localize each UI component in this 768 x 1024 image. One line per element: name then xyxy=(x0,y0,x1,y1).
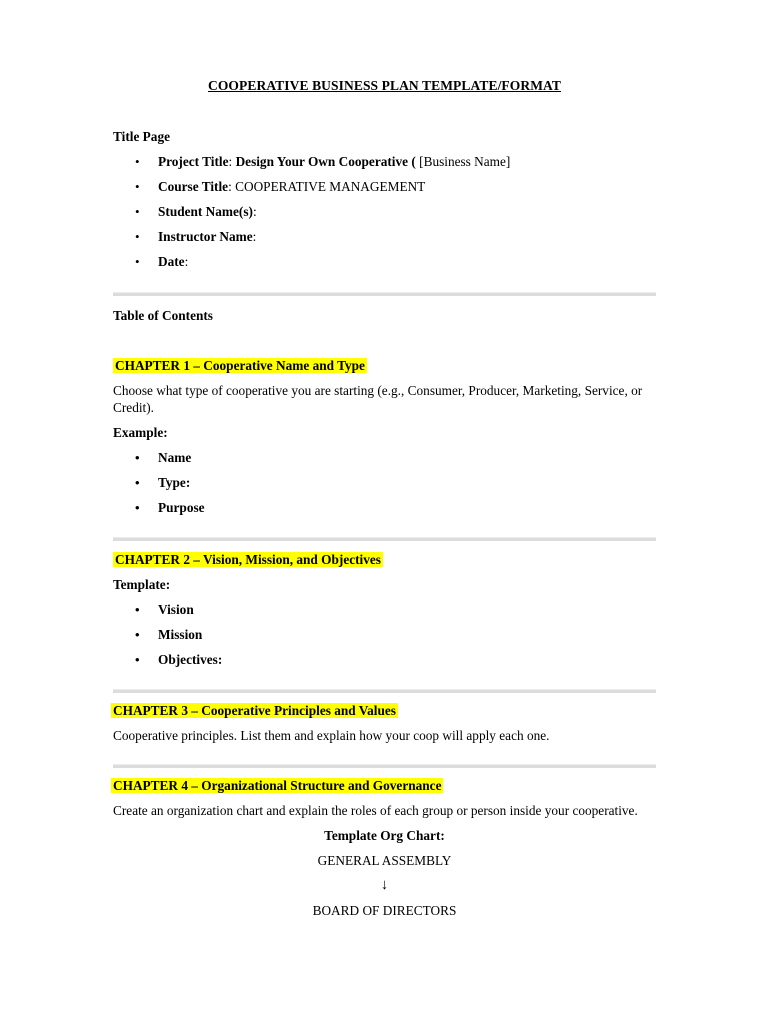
chapter-3-heading: CHAPTER 3 – Cooperative Principles and Values xyxy=(113,703,396,718)
template-label: Template: xyxy=(113,577,171,592)
title-page-list xyxy=(113,153,656,270)
toc-heading: Table of Contents xyxy=(113,308,213,323)
list-item: • Course Title: COOPERATIVE MANAGEMENT xyxy=(113,178,656,195)
chapter-2-list xyxy=(113,601,656,668)
list-item: • Vision xyxy=(113,601,656,618)
org-chart-board-of-directors: BOARD OF DIRECTORS xyxy=(312,903,457,918)
chapter-1-heading: CHAPTER 1 – Cooperative Name and Type xyxy=(115,358,365,373)
document-page xyxy=(113,78,656,919)
chapter-4-body: Create an organization chart and explain the roles of each group or person inside your cooperative. xyxy=(113,803,638,818)
list-item: • Student Name(s): xyxy=(113,203,656,220)
list-item: • Type: xyxy=(113,474,656,491)
divider xyxy=(113,689,656,693)
divider xyxy=(113,292,656,296)
title-page-heading: Title Page xyxy=(113,129,170,144)
chapter-2-heading: CHAPTER 2 – Vision, Mission, and Objectives xyxy=(115,552,381,567)
divider xyxy=(113,764,656,768)
org-chart-label: Template Org Chart: xyxy=(324,828,445,843)
list-item: • Objectives: xyxy=(113,651,656,668)
example-label: Example: xyxy=(113,425,168,440)
list-item: • Name xyxy=(113,449,656,466)
down-arrow-icon: ↓ xyxy=(380,877,389,893)
chapter-4-heading: CHAPTER 4 – Organizational Structure and Governance xyxy=(113,778,442,793)
list-item: • Project Title: Design Your Own Cooperative ( [Business Name] xyxy=(113,153,656,170)
chapter-1-body: Choose what type of cooperative you are starting (e.g., Consumer, Producer, Marketing, Service, or Credit). xyxy=(113,383,643,415)
chapter-1-list xyxy=(113,449,656,516)
chapter-3-body: Cooperative principles. List them and explain how your coop will apply each one. xyxy=(113,728,550,743)
divider xyxy=(113,537,656,541)
list-item: • Date: xyxy=(113,253,656,270)
document-title: COOPERATIVE BUSINESS PLAN TEMPLATE/FORMAT xyxy=(207,78,562,93)
list-item: • Instructor Name: xyxy=(113,228,656,245)
list-item: • Mission xyxy=(113,626,656,643)
org-chart-general-assembly: GENERAL ASSEMBLY xyxy=(317,853,452,868)
list-item: • Purpose xyxy=(113,499,656,516)
